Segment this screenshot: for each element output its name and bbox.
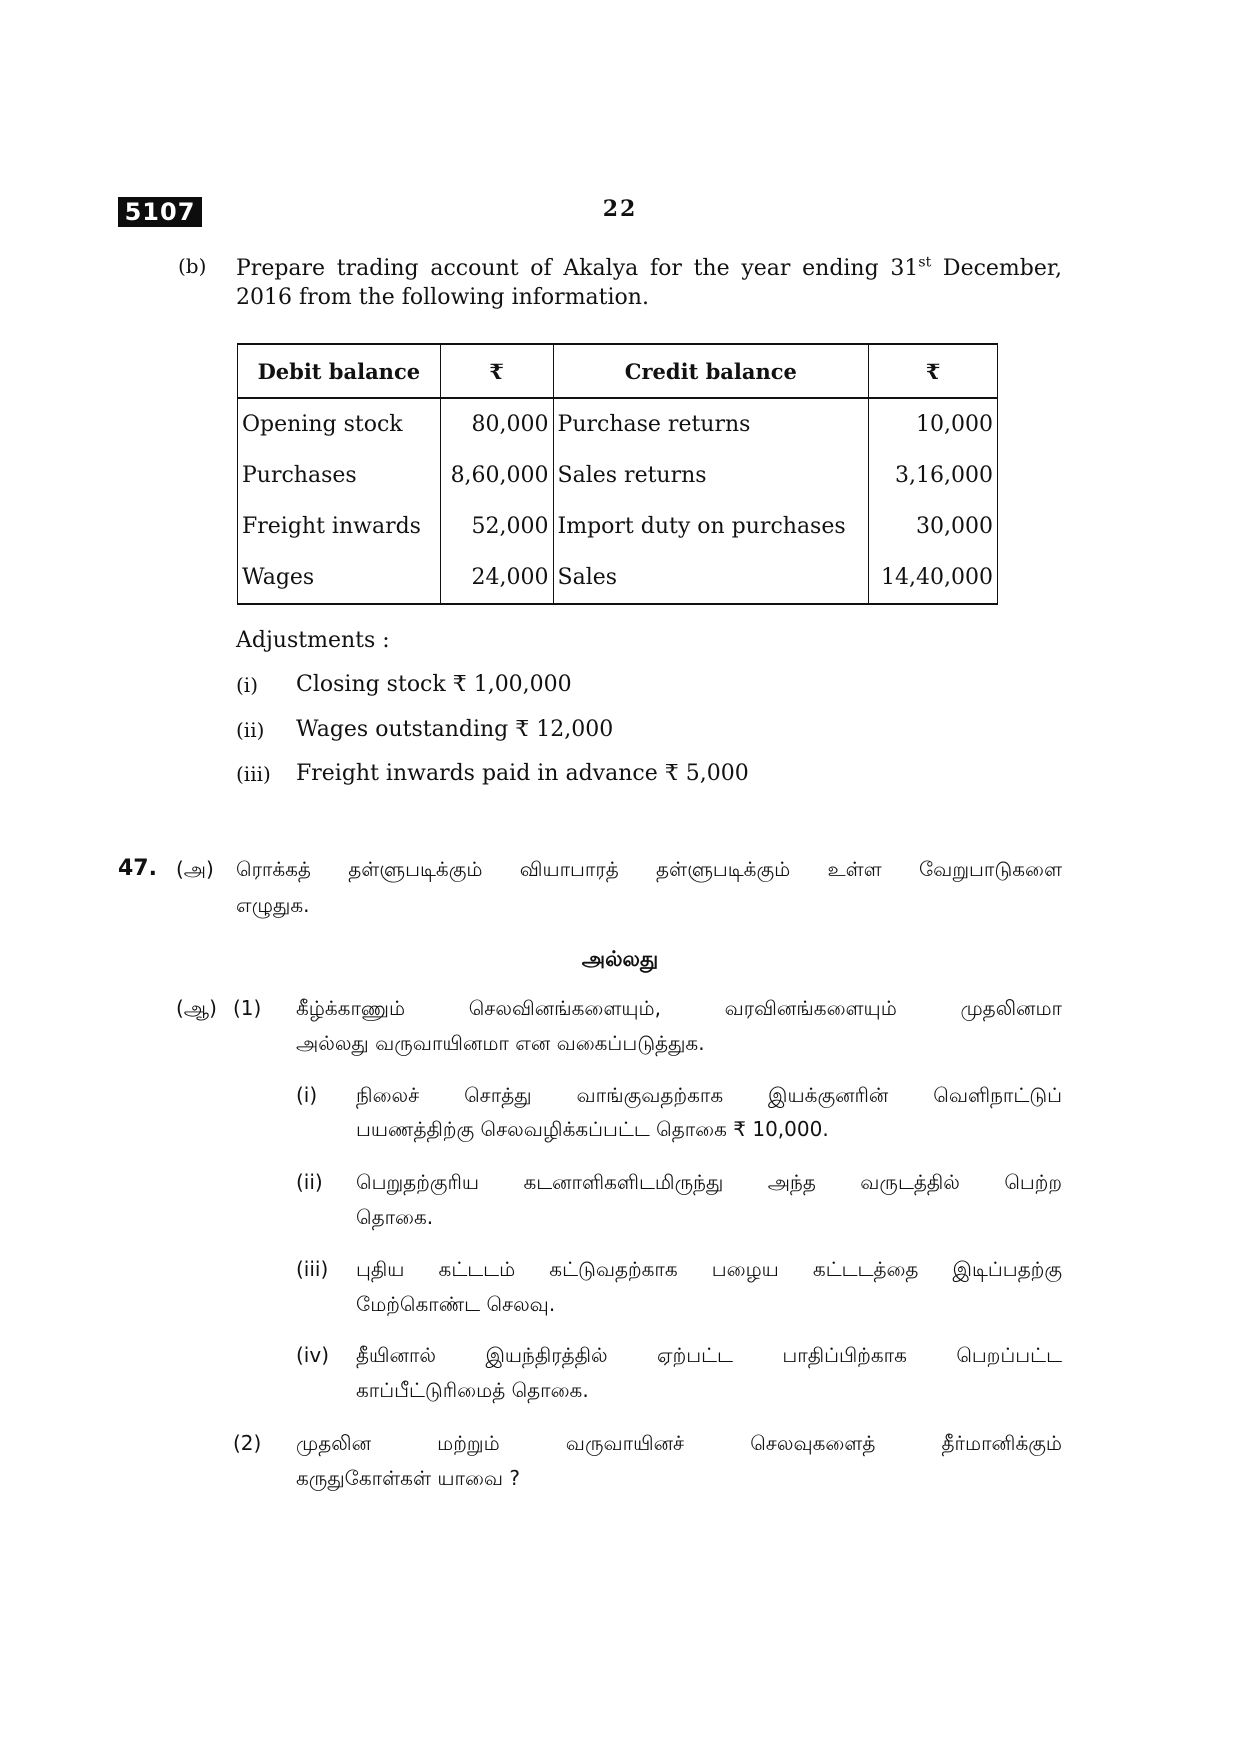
item-line1: நிலைச் சொத்து வாங்குவதற்காக இயக்குனரின் வெளிநாட்டுப் (356, 1083, 1062, 1107)
item-line2: தொகை. (356, 1205, 434, 1229)
table-row (238, 398, 998, 450)
debit-item: Purchases (238, 450, 441, 501)
credit-amount: 10,000 (869, 398, 998, 450)
question-47-number: 47. (118, 856, 157, 881)
debit-amount: 80,000 (440, 398, 553, 450)
paper-code-badge: 5107 (118, 197, 202, 227)
credit-item: Sales returns (553, 450, 869, 501)
adjustment-number: (iii) (236, 762, 271, 786)
item-number: (iii) (296, 1257, 329, 1281)
header-credit-rupee: ₹ (869, 344, 998, 398)
table-row (238, 501, 998, 552)
ordinal-suffix: st (918, 254, 932, 271)
question-b-line1-end: December, (931, 256, 1062, 281)
adjustment-number: (ii) (236, 718, 265, 742)
credit-item: Sales (553, 552, 869, 604)
credit-amount: 3,16,000 (869, 450, 998, 501)
sub2-label: (2) (233, 1431, 262, 1455)
sub1-line2: அல்லது வருவாயினமா என வகைப்படுத்துக. (296, 1031, 705, 1055)
part-a-label: (அ) (176, 857, 214, 881)
debit-item: Freight inwards (238, 501, 441, 552)
credit-amount: 14,40,000 (869, 552, 998, 604)
item-line2: மேற்கொண்ட செலவு. (356, 1292, 556, 1316)
adjustment-text: Freight inwards paid in advance ₹ 5,000 (296, 761, 749, 786)
sub2-line2: கருதுகோள்கள் யாவை ? (296, 1466, 520, 1490)
item-line1: பெறுதற்குரிய கடனாளிகளிடமிருந்து அந்த வருடத்தில் பெற்ற (356, 1170, 1062, 1194)
question-b-line1-main: Prepare trading account of Akalya for the year ending 31 (236, 256, 919, 281)
credit-amount: 30,000 (869, 501, 998, 552)
table-header-row (238, 344, 998, 398)
item-line1: புதிய கட்டடம் கட்டுவதற்காக பழைய கட்டடத்தை இடிப்பதற்கு (356, 1257, 1062, 1281)
sub1-label: (1) (233, 996, 262, 1020)
part-a-line2: எழுதுக. (236, 893, 310, 917)
credit-item: Purchase returns (553, 398, 869, 450)
adjustment-text: Wages outstanding ₹ 12,000 (296, 717, 614, 742)
part-a-line1: ரொக்கத் தள்ளுபடிக்கும் வியாபாரத் தள்ளுபடிக்கும் உள்ள வேறுபாடுகளை (236, 857, 1062, 881)
debit-item: Opening stock (238, 398, 441, 450)
part-b-label: (ஆ) (176, 996, 217, 1020)
item-number: (ii) (296, 1170, 323, 1194)
sub1-line1: கீழ்க்காணும் செலவினங்களையும், வரவினங்களையும் முதலினமா (296, 996, 1062, 1020)
item-number: (iv) (296, 1343, 329, 1367)
table-row (238, 450, 998, 501)
question-b-label: (b) (178, 254, 207, 278)
item-line2: காப்பீட்டுரிமைத் தொகை. (356, 1378, 589, 1402)
item-line2: பயணத்திற்கு செலவழிக்கப்பட்ட தொகை ₹ 10,000. (356, 1117, 829, 1141)
header-credit-balance: Credit balance (553, 344, 869, 398)
table-row (238, 552, 998, 604)
item-line1: தீயினால் இயந்திரத்தில் ஏற்பட்ட பாதிப்பிற்காக பெறப்பட்ட (356, 1343, 1062, 1367)
page-number: 22 (602, 196, 638, 222)
debit-item: Wages (238, 552, 441, 604)
header-debit-rupee: ₹ (440, 344, 553, 398)
question-b-line2: 2016 from the following information. (236, 285, 649, 310)
question-b-line1 (236, 254, 1062, 284)
debit-amount: 24,000 (440, 552, 553, 604)
or-separator: அல்லது (581, 947, 659, 971)
header-debit-balance: Debit balance (238, 344, 441, 398)
adjustment-text: Closing stock ₹ 1,00,000 (296, 672, 572, 697)
debit-amount: 52,000 (440, 501, 553, 552)
debit-amount: 8,60,000 (440, 450, 553, 501)
item-number: (i) (296, 1083, 318, 1107)
ledger-table (237, 343, 998, 605)
credit-item: Import duty on purchases (553, 501, 869, 552)
adjustment-number: (i) (236, 673, 259, 697)
sub2-line1: முதலின மற்றும் வருவாயினச் செலவுகளைத் தீர்மானிக்கும் (296, 1431, 1062, 1455)
adjustments-title: Adjustments : (236, 628, 390, 653)
